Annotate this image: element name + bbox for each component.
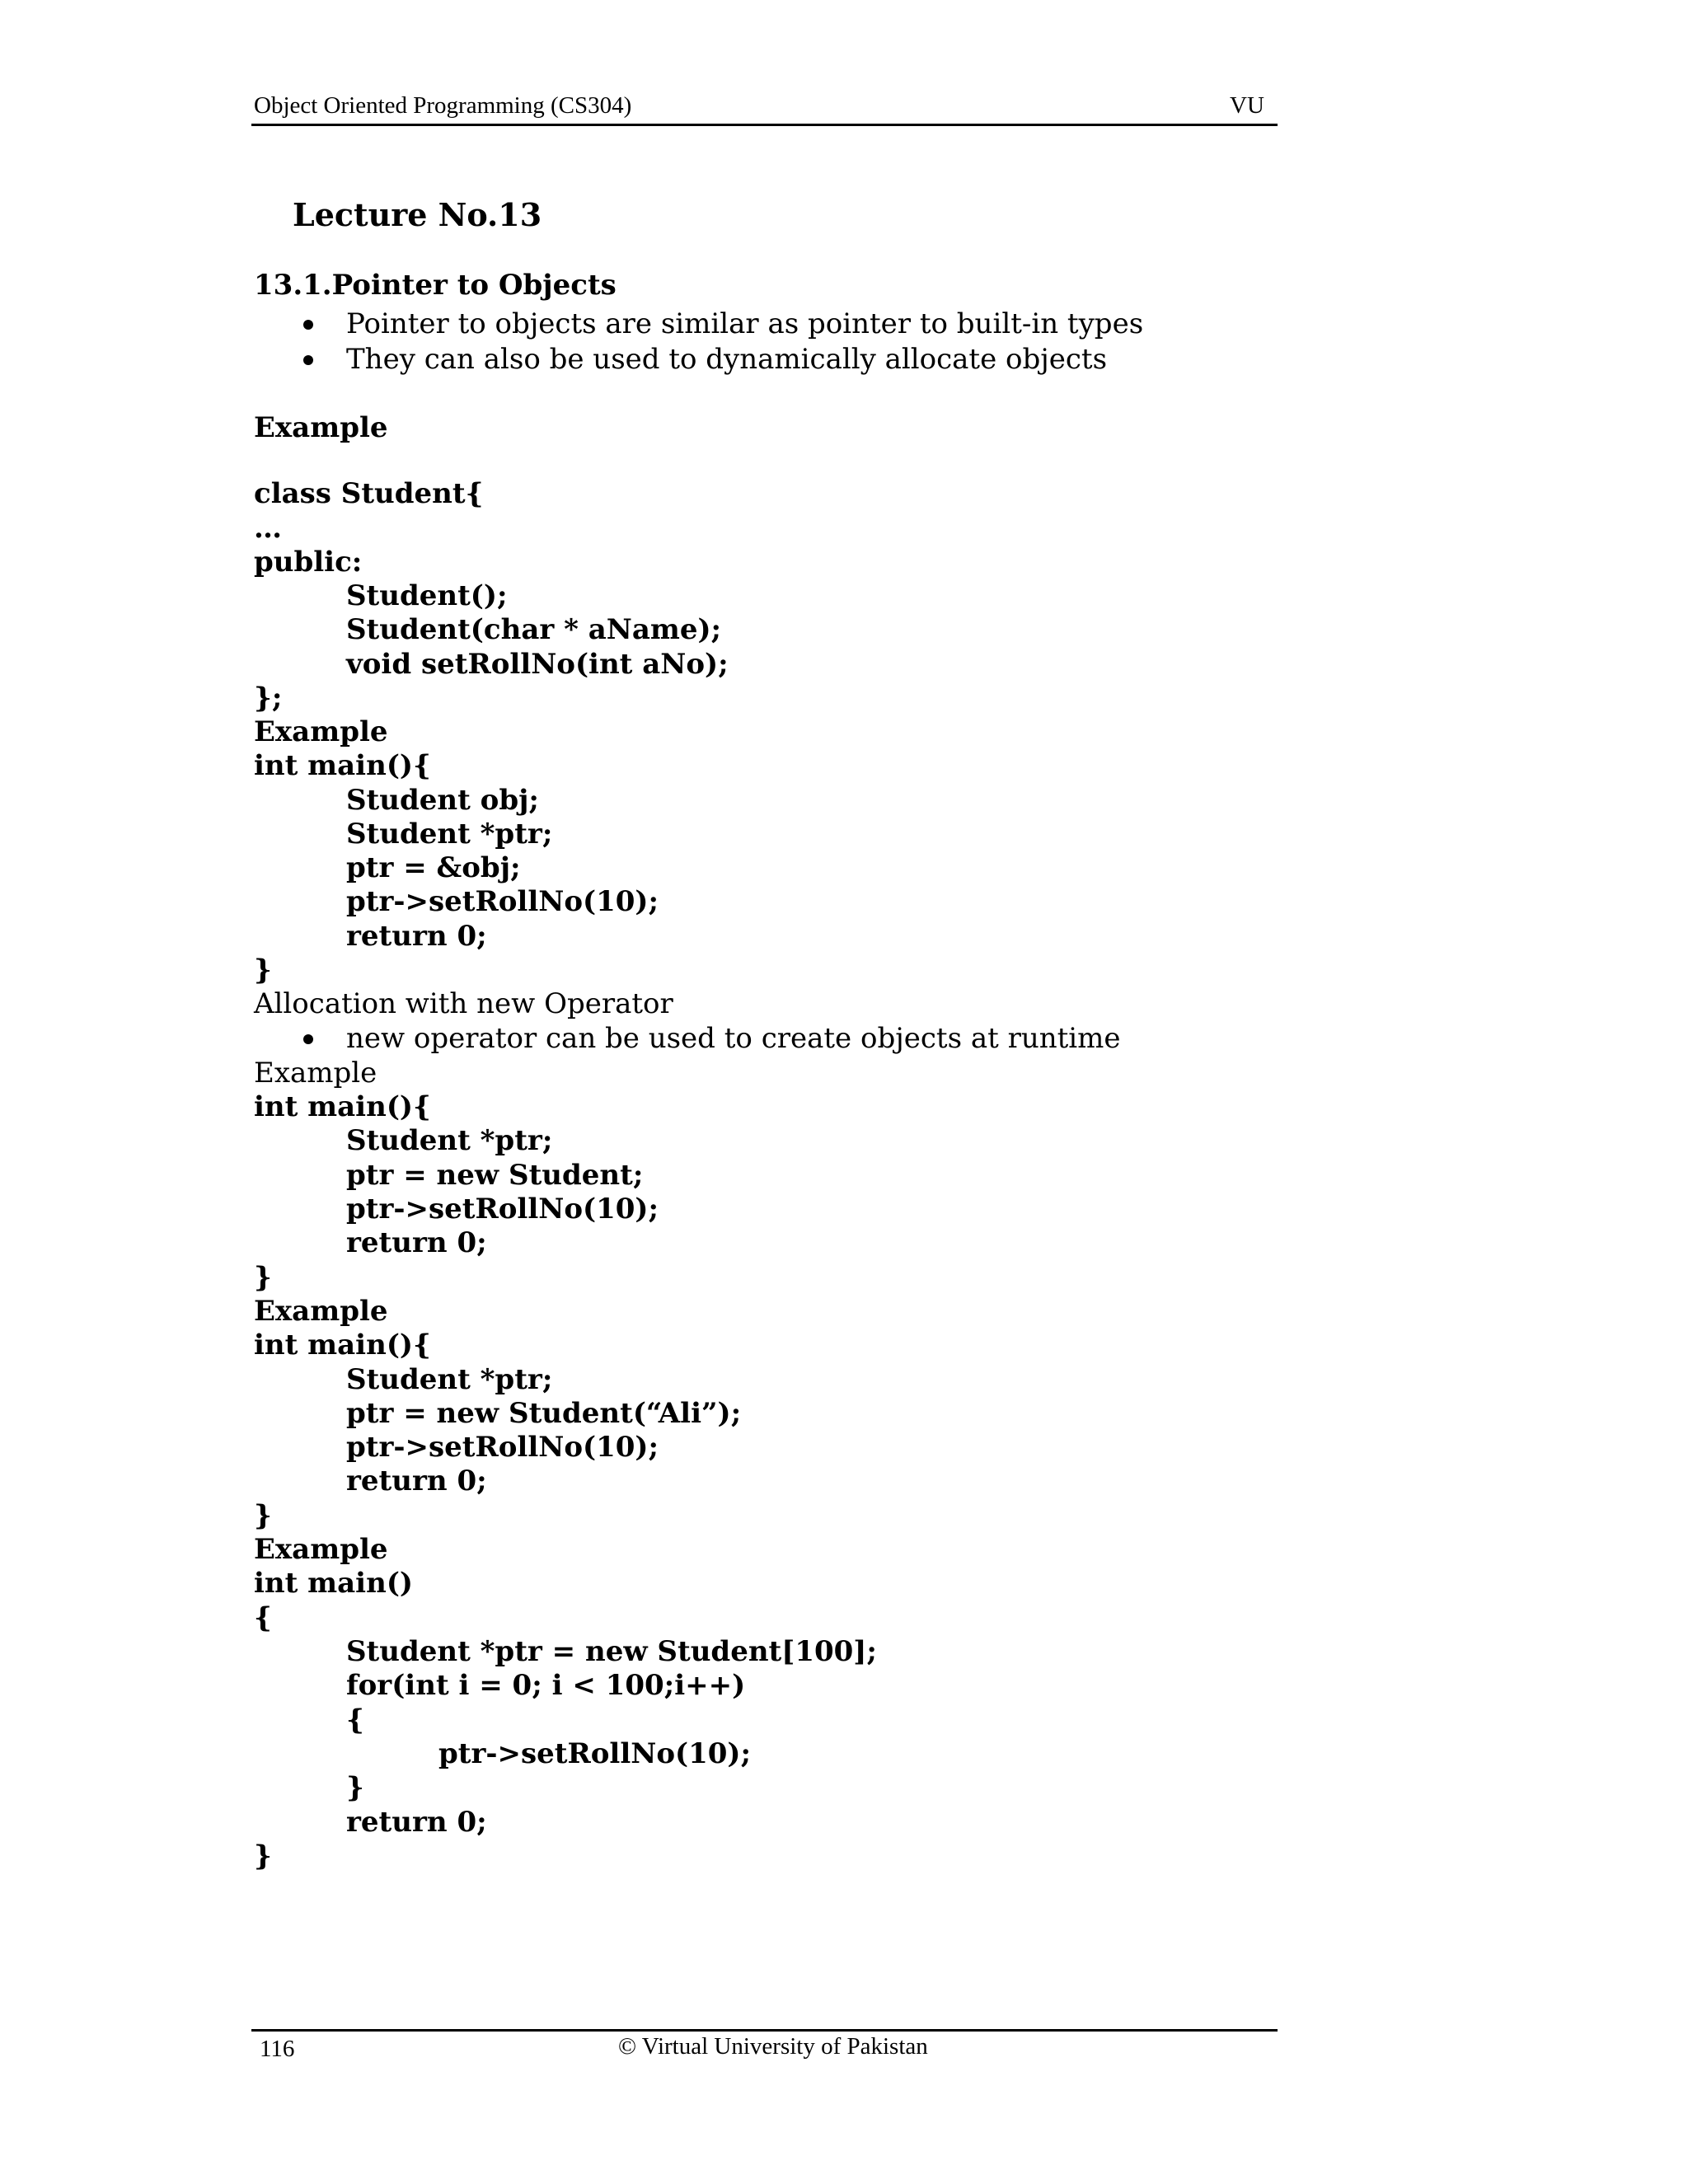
code-line: Student *ptr; (346, 1363, 553, 1396)
code-line: } (254, 1261, 272, 1294)
code-line: int main() (254, 1567, 413, 1600)
footer-copyright: © Virtual University of Pakistan (618, 2033, 928, 2060)
allocation-bullet: new operator can be used to create objects at runtime (346, 1022, 1121, 1055)
example-label: Example (254, 1057, 377, 1090)
example-label: Example (254, 411, 388, 444)
bullet-icon (303, 355, 313, 365)
code-line: public: (254, 546, 363, 579)
section-bullet: They can also be used to dynamically allocate objects (346, 343, 1108, 376)
code-line: ptr->setRollNo(10); (346, 885, 659, 918)
code-line: ptr = new Student(“Ali”); (346, 1397, 742, 1430)
code-line: int main(){ (254, 749, 431, 782)
code-line: } (346, 1771, 364, 1804)
code-line: } (254, 954, 272, 987)
code-line: { (346, 1704, 364, 1736)
footer-rule (251, 2029, 1278, 2032)
code-line: return 0; (346, 1226, 487, 1259)
allocation-heading: Allocation with new Operator (254, 987, 673, 1020)
page-number: 116 (260, 2036, 295, 2062)
lecture-title: Lecture No.13 (293, 196, 542, 233)
header-rule (251, 124, 1278, 126)
code-line: for(int i = 0; i < 100;i++) (346, 1669, 746, 1702)
code-line: return 0; (346, 1806, 487, 1839)
header-institution: VU (1230, 92, 1264, 119)
example-label: Example (254, 715, 388, 748)
code-line: Student *ptr; (346, 1124, 553, 1157)
bullet-icon (303, 320, 313, 330)
code-line: Student obj; (346, 784, 539, 817)
code-line: Student *ptr = new Student[100]; (346, 1635, 877, 1668)
code-line: Student(char * aName); (346, 613, 722, 646)
code-line: return 0; (346, 920, 487, 953)
code-line: Student(); (346, 579, 508, 612)
code-line: Student *ptr; (346, 818, 553, 851)
example-label: Example (254, 1295, 388, 1328)
code-line: … (254, 512, 282, 545)
header-course-title: Object Oriented Programming (CS304) (254, 92, 632, 119)
code-line: ptr = new Student; (346, 1159, 644, 1192)
code-line: int main(){ (254, 1329, 431, 1361)
code-line: } (254, 1840, 272, 1872)
section-bullet: Pointer to objects are similar as pointer to built-in types (346, 307, 1144, 340)
code-line: ptr->setRollNo(10); (346, 1431, 659, 1464)
code-line: { (254, 1601, 272, 1634)
bullet-icon (303, 1034, 313, 1044)
section-title: 13.1.Pointer to Objects (254, 269, 617, 302)
code-line: ptr->setRollNo(10); (346, 1193, 659, 1226)
example-label: Example (254, 1533, 388, 1566)
code-line: } (254, 1499, 272, 1532)
code-line: void setRollNo(int aNo); (346, 648, 729, 681)
code-line: ptr->setRollNo(10); (438, 1737, 752, 1770)
code-line: int main(){ (254, 1090, 431, 1123)
code-line: }; (254, 682, 283, 715)
code-line: class Student{ (254, 477, 484, 510)
code-line: ptr = &obj; (346, 851, 521, 884)
code-line: return 0; (346, 1465, 487, 1497)
